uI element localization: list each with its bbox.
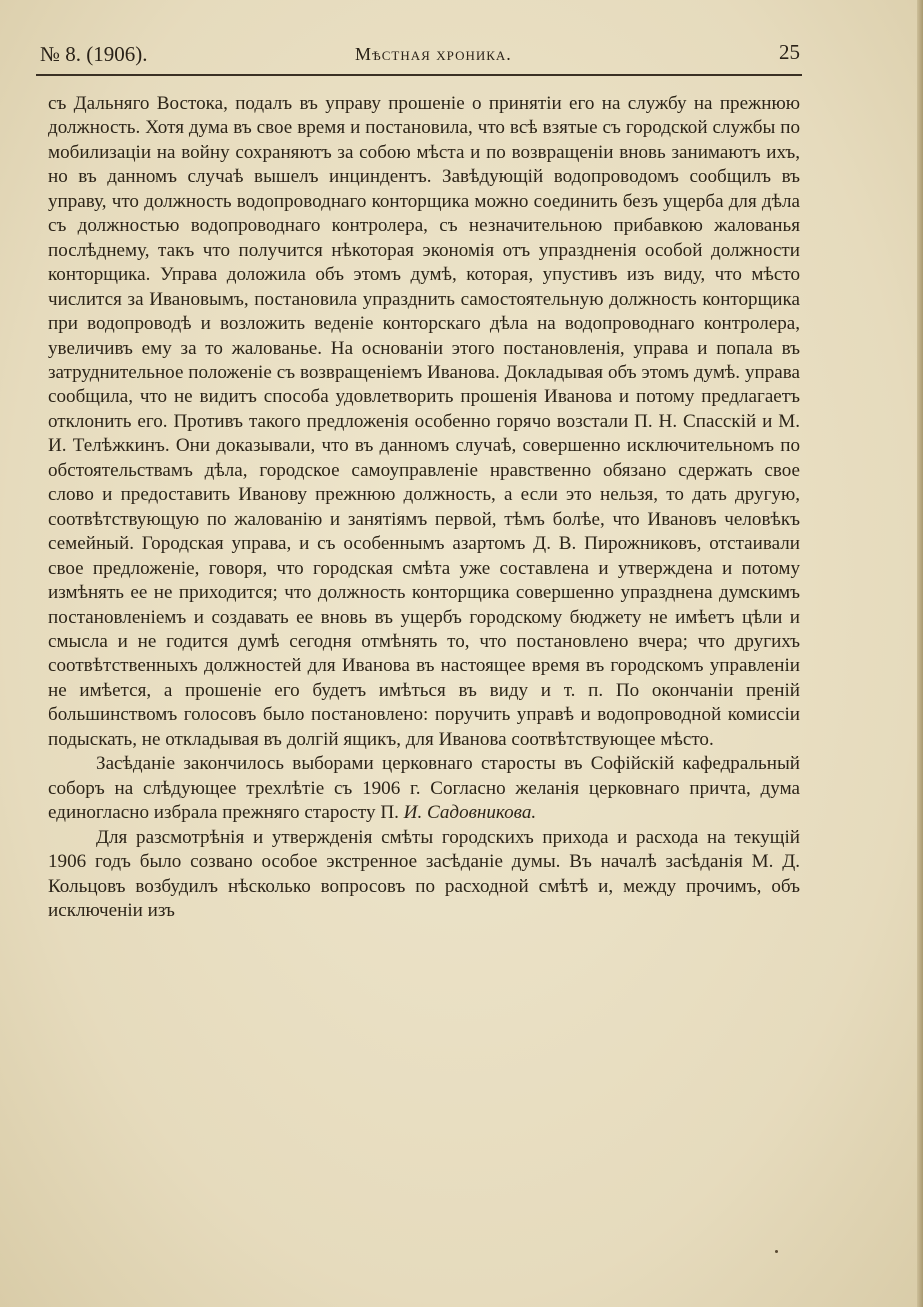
page-number: 25 xyxy=(779,40,800,64)
page-header xyxy=(40,40,800,70)
paragraph-2 xyxy=(48,752,800,825)
header-rule xyxy=(36,74,802,76)
page-edge-shadow xyxy=(917,0,923,1307)
paragraph-1: съ Дальняго Востока, подалъ въ управу прошеніе о принятіи его на службу на прежнюю должность. Хотя дума въ свое время и постановила, что всѣ взятые съ городской службы по мобилизаціи на войну сохраняютъ за собою мѣста и по возвращеніи вновь занимаютъ ихъ, но въ данномъ случаѣ вышелъ инциндентъ. Завѣдующій водопроводомъ сообщилъ въ управу, что должность водопроводнаго конторщика можно соединить безъ ущерба для дѣла съ должностью водопроводнаго контролера, съ незначительною прибавкою жалованья послѣднему, такъ что получится нѣкоторая экономія отъ упраздненія особой должности конторщика. Управа доложила объ этомъ думѣ, которая, упустивъ изъ виду, что мѣсто числится за Ивановымъ, постановила упразднить самостоятельную должность конторщика при водопроводѣ и возложить веденіе конторскаго дѣла на водопроводнаго контролера, увеличивъ ему за то жалованье. На основаніи этого постановленія, управа и попала въ затруднительное положеніе съ возвращеніемъ Иванова. Докладывая объ этомъ думѣ. управа сообщила, что не видитъ способа удовлетворить прошенія Иванова и потому предлагаетъ отклонить его. Противъ такого предложенія особенно горячо возстали П. Н. Спасскій и М. И. Телѣжкинъ. Они доказывали, что въ данномъ случаѣ, совершенно исключительномъ по обстоятельствамъ дѣла, городское самоуправленіе нравственно обязано сдержать свое слово и предоставить Иванову прежнюю должность, а если это нельзя, то дать другую, соотвѣтствующую по жалованію и занятіямъ первой, тѣмъ болѣе, что Ивановъ человѣкъ семейный. Городская управа, и съ особеннымъ азартомъ Д. В. Пирожниковъ, отстаивали свое предложеніе, говоря, что городская смѣта уже составлена и утверждена и потому измѣнять ее не приходится; что должность конторщика совершенно упразднена думскимъ постановленіемъ и создавать ее вновь въ ущербъ городскому бюджету не имѣетъ цѣли и смысла и не годится думѣ сегодня отмѣнять то, что постановлено вчера; что другихъ соотвѣтственныхъ должностей для Иванова въ настоящее время въ городскомъ управленіи не имѣется, а прошеніе его будетъ имѣться въ виду и т. п. По окончаніи преній большинствомъ голосовъ было постановлено: поручить управѣ и водопроводной комиссіи подыскать, не откладывая въ долгій ящикъ, для Иванова соотвѣтствующее мѣсто. xyxy=(48,93,800,750)
paragraph-3: Для разсмотрѣнія и утвержденія смѣты городскихъ прихода и расхода на текущій 1906 годъ было созвано особое экстренное засѣданіе думы. Въ началѣ засѣданія М. Д. Кольцовъ возбудилъ нѣсколько вопросовъ по расходной смѣтѣ и, между прочимъ, объ исключеніи изъ xyxy=(48,826,800,921)
paper-speck xyxy=(775,1250,778,1253)
section-title: Мѣстная хроника. xyxy=(355,44,512,64)
elder-name: И. Садовникова. xyxy=(403,802,537,824)
article-body xyxy=(48,92,800,923)
issue-number: № 8. (1906). xyxy=(40,42,148,66)
paragraph-2-text: Засѣданіе закончилось выборами церковнаго старосты въ Софійскій кафедральный соборъ на слѣдующее трехлѣтіе съ 1906 г. Согласно желанія церковнаго причта, дума единогласно избрала прежняго старосту П. xyxy=(48,753,800,824)
